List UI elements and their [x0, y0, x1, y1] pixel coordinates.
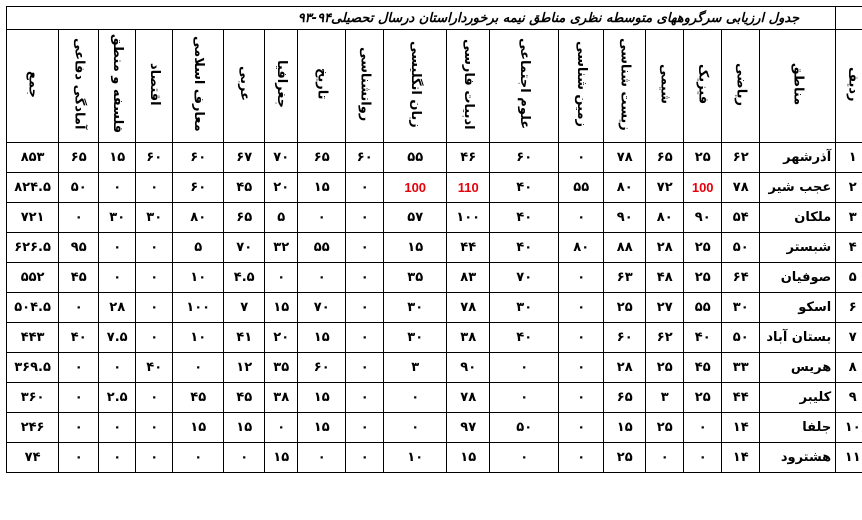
score-cell-amadegi-defaei: ۹۵ — [59, 233, 99, 263]
row-index-cell: ۱۱ — [836, 443, 862, 473]
score-cell-shimi: ۰ — [646, 443, 684, 473]
score-cell-zist-shenasi: ۶۵ — [604, 383, 646, 413]
score-cell-shimi: ۲۵ — [646, 413, 684, 443]
score-cell-joghrafia: ۳۲ — [265, 233, 298, 263]
score-cell-joghrafia: ۰ — [265, 263, 298, 293]
score-cell-oloom-ejtemaei: ۰ — [490, 353, 559, 383]
score-cell-zist-shenasi: ۲۸ — [604, 353, 646, 383]
score-cell-oloom-ejtemaei: ۴۰ — [490, 233, 559, 263]
score-cell-fizik: ۴۵ — [684, 353, 722, 383]
score-cell-falsafe-mantegh: ۰ — [99, 173, 136, 203]
score-cell-arabi: ۶۷ — [224, 143, 265, 173]
score-cell-joghrafia: ۱۵ — [265, 443, 298, 473]
score-cell-tarikh: ۱۵ — [298, 413, 346, 443]
header-label: آمادگی دفاعی — [71, 38, 87, 130]
region-name-cell: جلفا — [760, 413, 836, 443]
header-radif — [836, 30, 862, 143]
score-cell-riazi: ۶۲ — [722, 143, 760, 173]
score-cell-shimi: ۲۷ — [646, 293, 684, 323]
score-cell-zamin-shenasi: ۰ — [559, 413, 604, 443]
region-name-cell: هشترود — [760, 443, 836, 473]
score-cell-joghrafia: ۳۵ — [265, 353, 298, 383]
score-cell-falsafe-mantegh: ۰ — [99, 233, 136, 263]
score-cell-zaban-englisi: ۳۵ — [384, 263, 447, 293]
score-cell-shimi: ۳ — [646, 383, 684, 413]
score-cell-maaref-eslami: ۱۰ — [173, 263, 224, 293]
score-cell-ravanshenasi: ۰ — [346, 263, 384, 293]
total-cell: ۴۴۳ — [7, 323, 59, 353]
row-index-cell: ۷ — [836, 323, 862, 353]
score-cell-ravanshenasi: ۶۰ — [346, 143, 384, 173]
score-cell-zist-shenasi: ۱۵ — [604, 413, 646, 443]
row-index-cell: ۲ — [836, 173, 862, 203]
score-cell-amadegi-defaei: ۰ — [59, 413, 99, 443]
row-index-cell: ۸ — [836, 353, 862, 383]
score-cell-oloom-ejtemaei: ۰ — [490, 383, 559, 413]
score-cell-ravanshenasi: ۰ — [346, 173, 384, 203]
score-cell-adabiat-farsi: ۱۵ — [447, 443, 490, 473]
score-cell-falsafe-mantegh: ۲.۵ — [99, 383, 136, 413]
score-cell-zamin-shenasi: ۰ — [559, 443, 604, 473]
header-ravanshenasi — [346, 30, 384, 143]
score-cell-eghtesad: ۳۰ — [136, 203, 173, 233]
score-cell-arabi: ۷۰ — [224, 233, 265, 263]
score-cell-zaban-englisi: ۱۰ — [384, 443, 447, 473]
score-cell-shimi: ۶۲ — [646, 323, 684, 353]
table-row — [7, 443, 862, 473]
header-oloom-ejtemaei — [490, 30, 559, 143]
score-cell-ravanshenasi: ۰ — [346, 203, 384, 233]
score-cell-maaref-eslami: ۱۰۰ — [173, 293, 224, 323]
score-cell-riazi: ۱۴ — [722, 413, 760, 443]
score-cell-riazi: ۵۰ — [722, 233, 760, 263]
score-cell-amadegi-defaei: ۴۵ — [59, 263, 99, 293]
score-cell-ravanshenasi: ۰ — [346, 233, 384, 263]
row-index-cell: ۹ — [836, 383, 862, 413]
score-cell-adabiat-farsi: ۴۶ — [447, 143, 490, 173]
score-cell-arabi: ۴.۵ — [224, 263, 265, 293]
region-name-cell: کلیبر — [760, 383, 836, 413]
score-cell-eghtesad: ۰ — [136, 323, 173, 353]
score-cell-fizik: ۰ — [684, 413, 722, 443]
score-cell-falsafe-mantegh: ۲۸ — [99, 293, 136, 323]
score-cell-zist-shenasi: ۶۳ — [604, 263, 646, 293]
header-label: اقتصاد — [147, 62, 163, 106]
score-cell-joghrafia: ۵ — [265, 203, 298, 233]
score-cell-joghrafia: ۱۵ — [265, 293, 298, 323]
score-cell-zamin-shenasi: ۵۵ — [559, 173, 604, 203]
score-cell-riazi: ۵۴ — [722, 203, 760, 233]
score-cell-riazi: ۵۰ — [722, 323, 760, 353]
header-manategh — [760, 30, 836, 143]
score-cell-zaban-englisi: ۳۰ — [384, 293, 447, 323]
header-adabiat-farsi — [447, 30, 490, 143]
score-cell-oloom-ejtemaei: ۴۰ — [490, 203, 559, 233]
score-cell-amadegi-defaei: ۰ — [59, 203, 99, 233]
header-fizik — [684, 30, 722, 143]
score-cell-tarikh: ۶۰ — [298, 353, 346, 383]
header-label: جغرافیا — [274, 60, 290, 108]
total-cell: ۲۴۶ — [7, 413, 59, 443]
score-cell-eghtesad: ۰ — [136, 413, 173, 443]
score-cell-fizik: ۲۵ — [684, 263, 722, 293]
score-cell-maaref-eslami: ۴۵ — [173, 383, 224, 413]
score-cell-zaban-englisi: ۵۵ — [384, 143, 447, 173]
header-riazi — [722, 30, 760, 143]
score-cell-oloom-ejtemaei: ۴۰ — [490, 323, 559, 353]
total-cell: ۵۰۴.۵ — [7, 293, 59, 323]
region-name-cell: اسکو — [760, 293, 836, 323]
score-cell-zamin-shenasi: ۸۰ — [559, 233, 604, 263]
header-row — [7, 30, 862, 143]
score-cell-joghrafia: ۰ — [265, 413, 298, 443]
score-cell-adabiat-farsi: ۹۷ — [447, 413, 490, 443]
table-title: جدول ارزیابی سرگروههای متوسطه نظری مناطق نیمه برخورداراستان درسال تحصیلی۹۴-۹۳ — [7, 7, 836, 30]
region-name-cell: ملکان — [760, 203, 836, 233]
table-row — [7, 413, 862, 443]
total-cell: ۵۵۲ — [7, 263, 59, 293]
header-label: عربی — [237, 66, 253, 102]
score-cell-oloom-ejtemaei: ۶۰ — [490, 143, 559, 173]
score-cell-zist-shenasi: ۲۵ — [604, 293, 646, 323]
score-cell-tarikh: ۵۵ — [298, 233, 346, 263]
region-name-cell: آذرشهر — [760, 143, 836, 173]
score-cell-zamin-shenasi: ۰ — [559, 203, 604, 233]
score-cell-maaref-eslami: ۶۰ — [173, 143, 224, 173]
score-cell-amadegi-defaei: ۰ — [59, 383, 99, 413]
header-label: زمین شناسی — [574, 41, 590, 127]
header-zist-shenasi — [604, 30, 646, 143]
header-maaref-eslami — [173, 30, 224, 143]
header-label: ردیف — [845, 66, 861, 102]
score-cell-oloom-ejtemaei: ۰ — [490, 443, 559, 473]
score-cell-riazi: ۷۸ — [722, 173, 760, 203]
score-cell-amadegi-defaei: ۰ — [59, 353, 99, 383]
score-cell-tarikh: ۱۵ — [298, 323, 346, 353]
score-cell-fizik: ۹۰ — [684, 203, 722, 233]
header-jam — [7, 30, 59, 143]
score-cell-adabiat-farsi: ۷۸ — [447, 293, 490, 323]
header-arabi — [224, 30, 265, 143]
score-cell-adabiat-farsi: 110 — [447, 173, 490, 203]
score-cell-zist-shenasi: ۸۸ — [604, 233, 646, 263]
header-label: روانشناسی — [357, 46, 373, 122]
score-cell-maaref-eslami: ۱۵ — [173, 413, 224, 443]
score-cell-riazi: ۶۴ — [722, 263, 760, 293]
row-index-cell: ۱۰ — [836, 413, 862, 443]
total-cell: ۷۴ — [7, 443, 59, 473]
score-cell-eghtesad: ۴۰ — [136, 353, 173, 383]
score-cell-fizik: ۲۵ — [684, 383, 722, 413]
score-cell-tarikh: ۷۰ — [298, 293, 346, 323]
score-cell-fizik: ۰ — [684, 443, 722, 473]
score-cell-riazi: ۳۰ — [722, 293, 760, 323]
score-cell-arabi: ۴۵ — [224, 173, 265, 203]
score-cell-adabiat-farsi: ۳۸ — [447, 323, 490, 353]
header-label: فلسفه و منطق — [110, 34, 126, 134]
score-cell-falsafe-mantegh: ۰ — [99, 263, 136, 293]
score-cell-arabi: ۴۱ — [224, 323, 265, 353]
header-zaban-englisi — [384, 30, 447, 143]
total-cell: ۶۲۶.۵ — [7, 233, 59, 263]
total-cell: ۷۲۱ — [7, 203, 59, 233]
region-name-cell: شبستر — [760, 233, 836, 263]
header-label: معارف اسلامی — [191, 36, 207, 132]
score-cell-zist-shenasi: ۷۸ — [604, 143, 646, 173]
table-row — [7, 173, 862, 203]
score-cell-maaref-eslami: ۸۰ — [173, 203, 224, 233]
score-cell-fizik: ۲۵ — [684, 233, 722, 263]
score-cell-zamin-shenasi: ۰ — [559, 323, 604, 353]
score-cell-zamin-shenasi: ۰ — [559, 263, 604, 293]
score-cell-adabiat-farsi: ۴۴ — [447, 233, 490, 263]
score-cell-eghtesad: ۰ — [136, 293, 173, 323]
score-cell-shimi: ۲۵ — [646, 353, 684, 383]
score-cell-adabiat-farsi: ۸۳ — [447, 263, 490, 293]
score-cell-arabi: ۱۲ — [224, 353, 265, 383]
score-cell-ravanshenasi: ۰ — [346, 383, 384, 413]
score-cell-tarikh: ۰ — [298, 443, 346, 473]
score-cell-ravanshenasi: ۰ — [346, 413, 384, 443]
header-falsafe-mantegh — [99, 30, 136, 143]
score-cell-adabiat-farsi: ۹۰ — [447, 353, 490, 383]
score-cell-ravanshenasi: ۰ — [346, 353, 384, 383]
score-cell-ravanshenasi: ۰ — [346, 443, 384, 473]
score-cell-tarikh: ۶۵ — [298, 143, 346, 173]
score-cell-falsafe-mantegh: ۰ — [99, 443, 136, 473]
header-label: شیمی — [657, 64, 673, 104]
header-shimi — [646, 30, 684, 143]
score-cell-zamin-shenasi: ۰ — [559, 383, 604, 413]
score-cell-fizik: ۵۵ — [684, 293, 722, 323]
score-cell-zamin-shenasi: ۰ — [559, 293, 604, 323]
row-index-cell: ۴ — [836, 233, 862, 263]
header-label: زیست شناسی — [617, 37, 633, 131]
score-cell-eghtesad: ۰ — [136, 443, 173, 473]
row-index-cell: ۶ — [836, 293, 862, 323]
score-cell-oloom-ejtemaei: ۳۰ — [490, 293, 559, 323]
score-cell-maaref-eslami: ۰ — [173, 353, 224, 383]
score-cell-adabiat-farsi: ۷۸ — [447, 383, 490, 413]
score-cell-fizik: 100 — [684, 173, 722, 203]
header-joghrafia — [265, 30, 298, 143]
score-cell-zist-shenasi: ۶۰ — [604, 323, 646, 353]
score-cell-maaref-eslami: ۶۰ — [173, 173, 224, 203]
total-cell: ۳۶۰ — [7, 383, 59, 413]
score-cell-maaref-eslami: ۰ — [173, 443, 224, 473]
score-cell-joghrafia: ۲۰ — [265, 173, 298, 203]
score-cell-ravanshenasi: ۰ — [346, 323, 384, 353]
table-row — [7, 263, 862, 293]
header-label: ریاضی — [733, 62, 749, 106]
score-cell-eghtesad: ۰ — [136, 263, 173, 293]
score-cell-falsafe-mantegh: ۰ — [99, 413, 136, 443]
score-cell-zaban-englisi: ۰ — [384, 413, 447, 443]
table-row — [7, 203, 862, 233]
score-cell-ravanshenasi: ۰ — [346, 293, 384, 323]
table-row — [7, 353, 862, 383]
score-cell-amadegi-defaei: ۴۰ — [59, 323, 99, 353]
score-cell-tarikh: ۱۵ — [298, 173, 346, 203]
score-cell-joghrafia: ۳۸ — [265, 383, 298, 413]
score-cell-riazi: ۳۳ — [722, 353, 760, 383]
score-cell-zamin-shenasi: ۰ — [559, 353, 604, 383]
score-cell-riazi: ۱۴ — [722, 443, 760, 473]
score-cell-tarikh: ۱۵ — [298, 383, 346, 413]
score-cell-amadegi-defaei: ۵۰ — [59, 173, 99, 203]
score-cell-oloom-ejtemaei: ۷۰ — [490, 263, 559, 293]
score-cell-adabiat-farsi: ۱۰۰ — [447, 203, 490, 233]
score-cell-fizik: ۲۵ — [684, 143, 722, 173]
score-cell-arabi: ۱۵ — [224, 413, 265, 443]
header-label: فیزیک — [695, 63, 711, 105]
score-cell-zist-shenasi: ۹۰ — [604, 203, 646, 233]
score-cell-arabi: ۷ — [224, 293, 265, 323]
score-cell-shimi: ۷۲ — [646, 173, 684, 203]
score-cell-eghtesad: ۰ — [136, 383, 173, 413]
region-name-cell: عجب شیر — [760, 173, 836, 203]
score-cell-zaban-englisi: ۵۷ — [384, 203, 447, 233]
header-label: جمع — [25, 70, 41, 98]
score-cell-falsafe-mantegh: ۳۰ — [99, 203, 136, 233]
total-cell: ۳۶۹.۵ — [7, 353, 59, 383]
header-tarikh — [298, 30, 346, 143]
score-cell-amadegi-defaei: ۰ — [59, 443, 99, 473]
score-cell-shimi: ۸۰ — [646, 203, 684, 233]
score-cell-zaban-englisi: ۳۰ — [384, 323, 447, 353]
score-cell-joghrafia: ۲۰ — [265, 323, 298, 353]
table-row — [7, 383, 862, 413]
score-cell-tarikh: ۰ — [298, 263, 346, 293]
header-amadegi-defaei — [59, 30, 99, 143]
score-cell-eghtesad: ۰ — [136, 173, 173, 203]
region-name-cell: هریس — [760, 353, 836, 383]
score-cell-zamin-shenasi: ۰ — [559, 143, 604, 173]
row-index-cell: ۱ — [836, 143, 862, 173]
table-row — [7, 233, 862, 263]
header-label: مناطق — [790, 62, 806, 106]
table-row — [7, 323, 862, 353]
score-cell-oloom-ejtemaei: ۵۰ — [490, 413, 559, 443]
score-cell-falsafe-mantegh: ۷.۵ — [99, 323, 136, 353]
row-index-cell: ۵ — [836, 263, 862, 293]
header-label: تاریخ — [314, 68, 330, 100]
score-cell-falsafe-mantegh: ۰ — [99, 353, 136, 383]
score-cell-shimi: ۴۸ — [646, 263, 684, 293]
score-cell-oloom-ejtemaei: ۴۰ — [490, 173, 559, 203]
score-cell-zaban-englisi: ۰ — [384, 383, 447, 413]
score-cell-maaref-eslami: ۱۰ — [173, 323, 224, 353]
table-row — [7, 293, 862, 323]
score-cell-fizik: ۴۰ — [684, 323, 722, 353]
score-cell-zaban-englisi: ۳ — [384, 353, 447, 383]
header-label: علوم اجتماعی — [517, 38, 533, 130]
score-cell-zaban-englisi: ۱۵ — [384, 233, 447, 263]
score-cell-arabi: ۰ — [224, 443, 265, 473]
region-name-cell: صوفیان — [760, 263, 836, 293]
header-label: زبان انگلیسی — [408, 40, 424, 128]
score-cell-arabi: ۴۵ — [224, 383, 265, 413]
title-corner-cell — [836, 7, 862, 30]
score-cell-zaban-englisi: 100 — [384, 173, 447, 203]
header-zamin-shenasi — [559, 30, 604, 143]
score-cell-shimi: ۲۸ — [646, 233, 684, 263]
score-cell-shimi: ۶۵ — [646, 143, 684, 173]
score-cell-joghrafia: ۷۰ — [265, 143, 298, 173]
table-row — [7, 143, 862, 173]
header-label: ادبیات فارسی — [461, 38, 477, 130]
row-index-cell: ۳ — [836, 203, 862, 233]
score-cell-amadegi-defaei: ۶۵ — [59, 143, 99, 173]
total-cell: ۸۲۴.۵ — [7, 173, 59, 203]
score-cell-maaref-eslami: ۵ — [173, 233, 224, 263]
score-cell-eghtesad: ۰ — [136, 233, 173, 263]
score-cell-arabi: ۶۵ — [224, 203, 265, 233]
score-cell-amadegi-defaei: ۰ — [59, 293, 99, 323]
score-cell-riazi: ۴۴ — [722, 383, 760, 413]
score-cell-zist-shenasi: ۸۰ — [604, 173, 646, 203]
score-cell-zist-shenasi: ۲۵ — [604, 443, 646, 473]
score-cell-falsafe-mantegh: ۱۵ — [99, 143, 136, 173]
region-name-cell: بستان آباد — [760, 323, 836, 353]
score-cell-eghtesad: ۶۰ — [136, 143, 173, 173]
header-eghtesad — [136, 30, 173, 143]
total-cell: ۸۵۳ — [7, 143, 59, 173]
score-cell-tarikh: ۰ — [298, 203, 346, 233]
evaluation-table — [6, 6, 862, 473]
